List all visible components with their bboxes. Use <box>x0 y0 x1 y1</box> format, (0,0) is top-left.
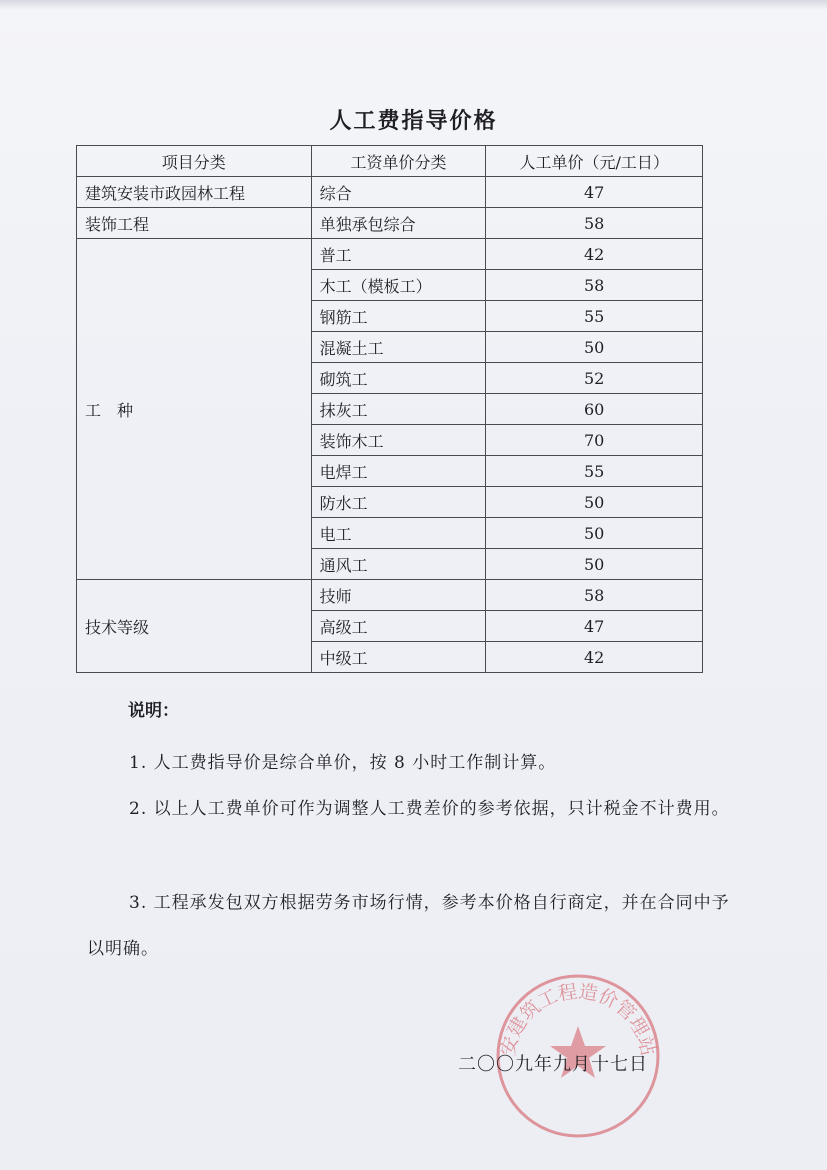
row-wage-type: 通风工 <box>311 549 486 580</box>
seal-text: 安建筑工程造价管理站 <box>496 980 660 1058</box>
row-wage-type: 抹灰工 <box>311 394 486 425</box>
row-category: 建筑安装市政园林工程 <box>77 177 312 208</box>
header-category: 项目分类 <box>77 146 312 177</box>
group-category: 技术等级 <box>77 580 312 673</box>
row-unit-price: 42 <box>486 642 703 673</box>
row-unit-price: 52 <box>486 363 703 394</box>
row-wage-type: 中级工 <box>311 642 486 673</box>
note-item-2: 2. 以上人工费单价可作为调整人工费差价的参考依据，只计税金不计费用。 <box>129 799 730 819</box>
row-category: 装饰工程 <box>77 208 312 239</box>
table-row <box>77 177 703 208</box>
row-unit-price: 47 <box>486 611 703 642</box>
row-unit-price: 50 <box>486 549 703 580</box>
row-wage-type: 综合 <box>311 177 486 208</box>
table-row <box>77 239 703 270</box>
row-unit-price: 42 <box>486 239 703 270</box>
table-header-row <box>77 146 703 177</box>
row-wage-type: 普工 <box>311 239 486 270</box>
row-unit-price: 47 <box>486 177 703 208</box>
row-unit-price: 55 <box>486 301 703 332</box>
row-wage-type: 电焊工 <box>311 456 486 487</box>
table-row <box>77 580 703 611</box>
price-table <box>76 145 703 673</box>
table-row <box>77 208 703 239</box>
row-unit-price: 50 <box>486 518 703 549</box>
row-wage-type: 砌筑工 <box>311 363 486 394</box>
row-wage-type: 电工 <box>311 518 486 549</box>
row-unit-price: 55 <box>486 456 703 487</box>
row-wage-type: 钢筋工 <box>311 301 486 332</box>
row-unit-price: 58 <box>486 208 703 239</box>
row-wage-type: 高级工 <box>311 611 486 642</box>
row-wage-type: 技师 <box>311 580 486 611</box>
row-unit-price: 70 <box>486 425 703 456</box>
row-unit-price: 50 <box>486 487 703 518</box>
row-wage-type: 防水工 <box>311 487 486 518</box>
group-category: 工 种 <box>77 239 312 580</box>
scan-edge <box>0 0 827 10</box>
note-item-1: 1. 人工费指导价是综合单价，按 8 小时工作制计算。 <box>129 753 557 773</box>
document-date: 二〇〇九年九月十七日 <box>458 1054 648 1075</box>
row-wage-type: 混凝土工 <box>311 332 486 363</box>
row-unit-price: 60 <box>486 394 703 425</box>
row-unit-price: 58 <box>486 580 703 611</box>
row-wage-type: 木工（模板工） <box>311 270 486 301</box>
header-unit-price: 人工单价（元/工日） <box>486 146 703 177</box>
row-unit-price: 58 <box>486 270 703 301</box>
row-wage-type: 单独承包综合 <box>311 208 486 239</box>
row-unit-price: 50 <box>486 332 703 363</box>
note-item-3: 3. 工程承发包双方根据劳务市场行情，参考本价格自行商定，并在合同中予以明确。 <box>87 893 730 959</box>
table-body <box>77 177 703 673</box>
header-wage-type: 工资单价分类 <box>311 146 486 177</box>
document-title: 人工费指导价格 <box>329 109 498 134</box>
notes-title: 说明： <box>128 701 179 721</box>
row-wage-type: 装饰木工 <box>311 425 486 456</box>
